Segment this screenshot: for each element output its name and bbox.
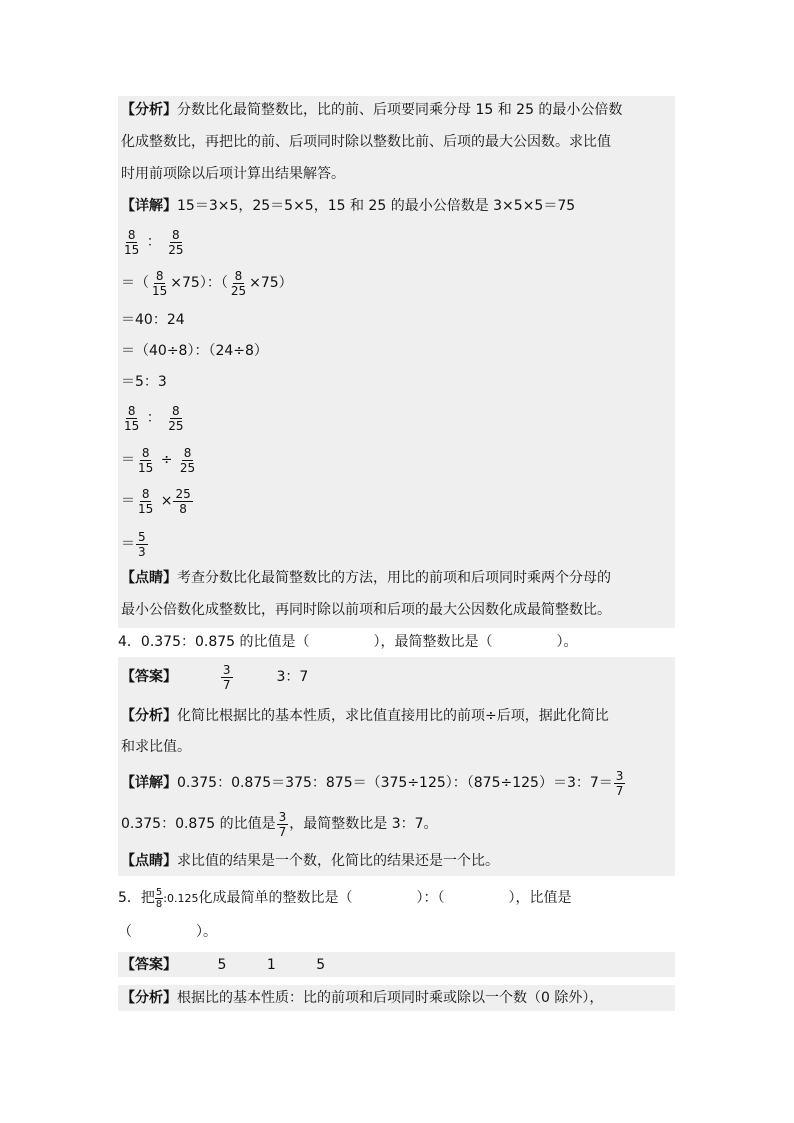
- analysis-tag: 【分析】: [121, 102, 177, 118]
- answer-line-q5: [121, 955, 325, 975]
- detail-line-q4-2: 0.375：0.875 的比值是 $\frac{3}{7}$ ，最简整数比是 3：7。: [121, 809, 438, 839]
- calc2-step-1: $\frac{8}{15}$ ： $\frac{8}{25}$: [124, 403, 184, 433]
- fraction: $\frac{3}{7}$: [222, 662, 231, 692]
- answer-value: 1: [266, 957, 276, 973]
- fraction: $\frac{3}{7}$: [615, 768, 624, 798]
- remark-text: 最小公倍数化成整数比，再同时除以前项和后项的最大公因数化成最简整数比。: [121, 602, 611, 618]
- answer-value: 5: [217, 957, 227, 973]
- fraction: $\frac{8}{15}$: [152, 268, 168, 298]
- remark-line-q4: 【点睛】求比值的结果是一个数，化简比的结果还是一个比。: [121, 853, 499, 869]
- fraction: $\frac{5}{8}$: [155, 886, 163, 910]
- answer-value: 3：7: [276, 669, 309, 685]
- fraction: $\frac{8}{25}$: [179, 445, 196, 475]
- analysis-text: 化成整数比，再把比的前、后项同时除以整数比前、后项的最大公因数。求比值: [121, 134, 611, 150]
- fraction: $\frac{8}{25}$: [168, 227, 184, 257]
- fraction: $\frac{8}{15}$: [124, 403, 140, 433]
- analysis-line-q5: 【分析】根据比的基本性质：比的前项和后项同时乘或除以一个数（0 除外），: [121, 990, 604, 1006]
- remark-tag: 【点睛】: [121, 570, 177, 586]
- answer-tag: 【答案】: [121, 669, 177, 685]
- fraction: $\frac{3}{7}$: [278, 809, 287, 839]
- fraction: $\frac{8}{25}$: [230, 268, 247, 298]
- fraction: $\frac{8}{25}$: [168, 403, 184, 433]
- calc-step-5: ＝5：3: [121, 374, 167, 390]
- fraction: $\frac{5}{3}$: [138, 529, 146, 559]
- fraction: $\frac{8}{15}$: [138, 486, 154, 516]
- analysis-line-3: [121, 164, 345, 184]
- analysis-text: 分数比化最简整数比，比的前、后项要同乘分母 15 和 25 的最小公倍数: [177, 102, 623, 118]
- answer-value: 5: [316, 957, 326, 973]
- answer-tag: 【答案】: [121, 957, 177, 973]
- question-5-line2: （ ）。: [118, 924, 217, 940]
- answer-line-q4: [121, 660, 308, 694]
- calc2-step-4: ＝ $\frac{5}{3}$: [121, 529, 146, 559]
- detail-tag: 【详解】: [121, 198, 177, 214]
- calc-step-3: ＝40：24: [121, 312, 185, 328]
- fraction: $\frac{8}{15}$: [138, 445, 154, 475]
- remark-line-1: [121, 568, 611, 588]
- detail-line-q4: 【详解】0.375：0.875＝375：875＝（375÷125）：（875÷125）＝3：7＝ $\frac{3}{7}$: [121, 768, 624, 798]
- calc2-step-2: ＝ $\frac{8}{15}$ ÷ $\frac{8}{25}$: [121, 445, 196, 475]
- calc-step-2: ＝（ $\frac{8}{15}$ ×75）：（ $\frac{8}{25}$ ×75）: [121, 268, 293, 298]
- fraction: $\frac{8}{15}$: [124, 227, 140, 257]
- question-4: 4．0.375：0.875 的比值是（ ），最简整数比是（ ）。: [118, 634, 578, 650]
- remark-line-2: [121, 600, 611, 620]
- analysis-line-2: [121, 132, 611, 152]
- detail-text: 15＝3×5，25＝5×5，15 和 25 的最小公倍数是 3×5×5＝75: [177, 198, 576, 214]
- calc-step-1: $\frac{8}{15}$ ： $\frac{8}{25}$: [124, 227, 184, 257]
- calc2-step-3: ＝ $\frac{8}{15}$ × $\frac{25}{8}$: [121, 486, 191, 516]
- analysis-line-q4-1: 【分析】化简比根据比的基本性质，求比值直接用比的前项÷后项，据此化简比: [121, 708, 609, 724]
- analysis-text: 时用前项除以后项计算出结果解答。: [121, 166, 345, 182]
- analysis-line-1: [121, 100, 622, 120]
- question-5: 5．把 $\frac{5}{8}$ :0.125化成最简单的整数比是（ ）：（ ），比值是: [118, 886, 572, 910]
- remark-text: 考查分数比化最简整数比的方法，用比的前项和后项同时乘两个分母的: [177, 570, 611, 586]
- calc-step-4: ＝（40÷8）：（24÷8）: [121, 343, 268, 359]
- detail-line: [121, 196, 575, 216]
- analysis-line-q4-2: 和求比值。: [121, 739, 191, 755]
- fraction: $\frac{25}{8}$: [175, 486, 191, 516]
